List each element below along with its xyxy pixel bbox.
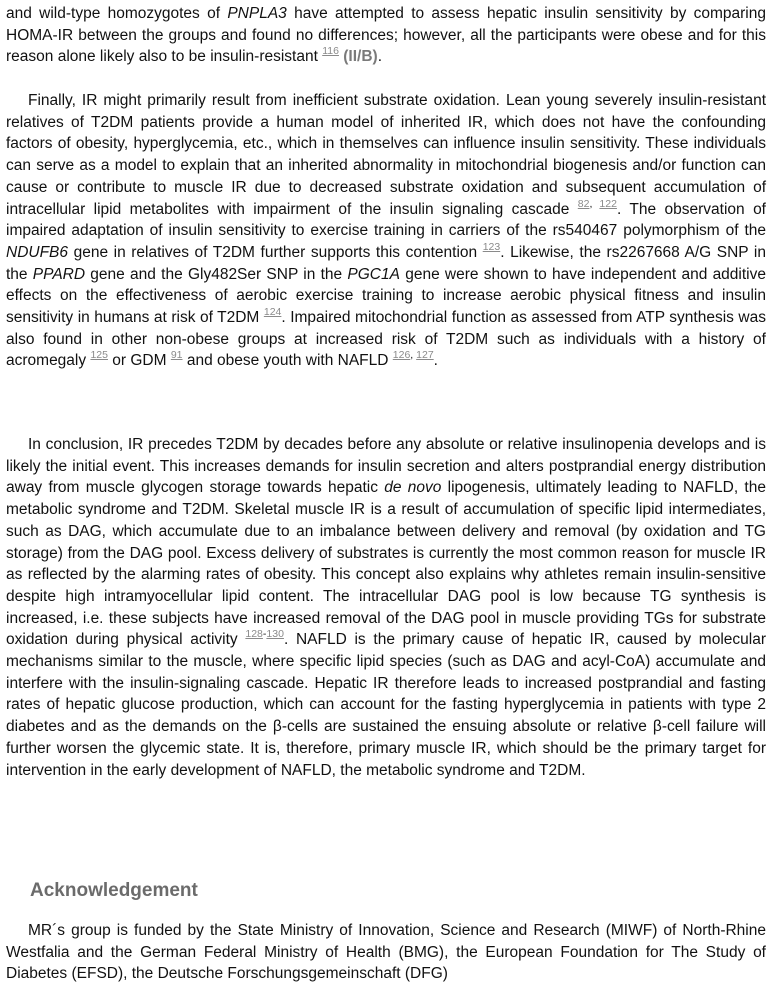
citation xyxy=(483,241,501,253)
text-run: and obese youth with NAFLD xyxy=(182,352,393,370)
citation-link[interactable]: 130 xyxy=(266,628,284,641)
citation-link[interactable]: 91 xyxy=(170,349,183,362)
text-run: In conclusion, IR precedes T2DM by decades before any absolute or relative insulinopenia develops and is likely the initial event. This increases demands for insulin secretion and alters postprandial energy distribution away from muscle glycogen storage towards hepatic xyxy=(6,436,766,497)
citation xyxy=(245,628,284,640)
citation-link[interactable]: 116 xyxy=(322,45,339,58)
text-run: gene in relatives of T2DM further supports this contention xyxy=(68,243,483,261)
evidence-grade: (II/B) xyxy=(343,48,378,66)
citation-separator: , xyxy=(410,349,417,362)
paragraph-conclusion xyxy=(6,434,766,781)
citation-link[interactable]: 127 xyxy=(416,349,434,362)
text-run: . xyxy=(433,352,438,370)
text-run: MR´s group is funded by the State Ministry of Innovation, Science and Research (MIWF) of North-Rhine Westfalia and the German Federal Ministry of Health (BMG), the European Foundation for The Study of Diabetes (EFSD), the Deutsche Forschungsgemeinschaft (DFG) xyxy=(6,922,766,983)
citation xyxy=(393,349,434,361)
citation-link[interactable]: 82 xyxy=(577,197,590,210)
citation xyxy=(578,198,617,210)
citation-separator: , xyxy=(589,197,600,210)
paragraph-substrate-oxidation xyxy=(6,90,766,372)
section-heading-acknowledgement: Acknowledgement xyxy=(30,880,198,901)
citation-link[interactable]: 122 xyxy=(599,197,617,210)
paragraph-acknowledgement xyxy=(6,920,766,985)
citation-link[interactable]: 128 xyxy=(245,628,263,641)
citation xyxy=(90,349,108,361)
text-run: . Likewise, the rs2267668 A/G SNP in the xyxy=(6,243,766,283)
citation-link[interactable]: 125 xyxy=(90,349,108,362)
gene-name: PNPLA3 xyxy=(227,5,287,22)
citation-separator: - xyxy=(262,628,267,641)
citation-link[interactable]: 124 xyxy=(263,306,282,319)
gene-name: NDUFB6 xyxy=(6,243,69,261)
text-run: gene were shown to have independent and additive effects on the effectiveness of aerobic exercise training to increase aerobic physical fitness and insulin sensitivity in humans at risk of T2DM xyxy=(6,265,766,327)
gene-name: PGC1A xyxy=(347,265,400,283)
text-run: Finally, IR might primarily result from inefficient substrate oxidation. Lean young severely insulin-resistant relatives of T2DM patients provide a human model of inherited IR, which does not have the confounding factors of obesity, hyperglycemia, etc., which in themselves can influence insulin sensitivity. These individuals can serve as a model to explain that an inherited abnormality in mitochondrial biogenesis and/or function can cause or contribute to muscle IR due to decreased substrate oxidation and subsequent accumulation of intracellular lipid metabolites with impairment of the insulin signaling cascade xyxy=(6,92,766,218)
citation-link[interactable]: 126 xyxy=(392,349,411,362)
text-run: gene and the Gly482Ser SNP in the xyxy=(85,265,348,283)
italic-term: de novo xyxy=(384,479,442,497)
text-run: . NAFLD is the primary cause of hepatic IR, caused by molecular mechanisms similar to the muscle, where specific lipid species (such as DAG and acyl-CoA) accumulate and interfere with the insulin-signaling cascade. Hepatic IR therefore leads to increased postprandial and fasting rates of hepatic glucose production, which can account for the fasting hyperglycemia in patients with type 2 diabetes and as the demands on the β-cells are sustained the ensuing absolute or relative β-cell failure will further worsen the glycemic state. It is, therefore, primary muscle IR, which should be the primary target for intervention in the early development of NAFLD, the metabolic syndrome and T2DM. xyxy=(6,631,766,779)
paragraph-pnpla3 xyxy=(6,3,766,68)
citation xyxy=(322,45,339,57)
text-run: lipogenesis, ultimately leading to NAFLD, the metabolic syndrome and T2DM. Skeletal muscle IR is a result of accumulation of specific lipid intermediates, such as DAG, which accumulate due to an imbalance between delivery and removal (by oxidation and TG storage) from the DAG pool. Excess delivery of substrates is currently the most common reason for muscle IR as reflected by the alarming rates of obesity. This concept also explains why athletes remain insulin-sensitive despite high intramyocellular lipid content. The intracellular DAG pool is low because TG synthesis is increased, i.e. these subjects have increased removal of the DAG pool in muscle providing TGs for substrate oxidation during physical activity xyxy=(6,479,766,649)
citation xyxy=(264,306,282,318)
gene-name: PPARD xyxy=(32,265,86,283)
text-run: . The observation of impaired adaptation of insulin sensitivity to exercise training in carriers of the rs540467 polymorphism of the xyxy=(6,200,766,240)
citation-link[interactable]: 123 xyxy=(482,240,501,253)
text-run: or GDM xyxy=(107,352,171,370)
text-run: and wild-type homozygotes of xyxy=(6,5,228,22)
citation xyxy=(171,349,183,361)
text-run: . xyxy=(377,48,383,66)
text-run: have attempted to assess hepatic insulin sensitivity by comparing HOMA-IR between the groups and found no differences; however, all the participants were obese and for this reason alone likely also to be insulin-resistant xyxy=(6,5,766,66)
text-run: . Impaired mitochondrial function as assessed from ATP synthesis was also found in other non-obese groups at increased risk of T2DM such as individuals with a history of acromegaly xyxy=(6,309,766,370)
